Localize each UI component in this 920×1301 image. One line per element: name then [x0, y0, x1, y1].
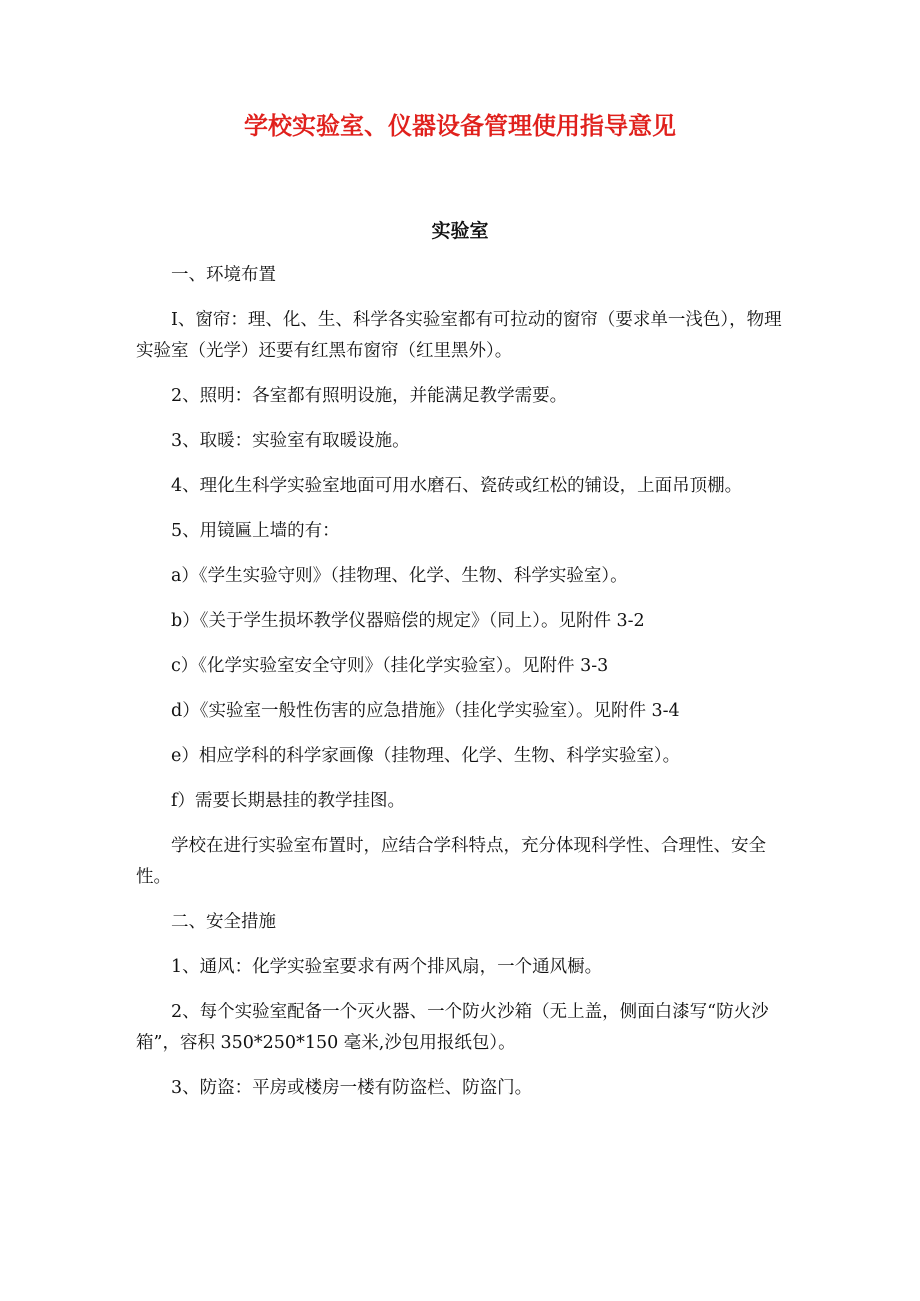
list-item-a: a）《学生实验守则》（挂物理、化学、生物、科学实验室）。	[171, 566, 628, 586]
list-item-b: b）《关于学生损坏教学仪器赔偿的规定》（同上）。见附件 3-2	[171, 611, 645, 631]
section-heading: 实验室	[431, 220, 489, 242]
paragraph-heating: 3、取暖：实验室有取暖设施。	[171, 431, 410, 451]
paragraph-lighting: 2、照明：各室都有照明设施，并能满足教学需要。	[171, 386, 568, 406]
paragraph-env-heading: 一、环境布置	[171, 265, 276, 285]
paragraph-anti-theft: 3、防盗：平房或楼房一楼有防盗栏、防盗门。	[171, 1078, 533, 1098]
document-body	[136, 260, 786, 1104]
paragraph-fire-equipment: 2、每个实验室配备一个灭火器、一个防火沙箱（无上盖，侧面白漆写“防火沙箱”，容积 350*250*150 毫米,沙包用报纸包）。	[136, 1002, 769, 1053]
document-title: 学校实验室、仪器设备管理使用指导意见	[244, 112, 676, 140]
list-item-c: c）《化学实验室安全守则》（挂化学实验室）。见附件 3-3	[171, 656, 609, 676]
list-item-d: d）《实验室一般性伤害的应急措施》（挂化学实验室）。见附件 3-4	[171, 701, 680, 721]
paragraph-ventilation: 1、通风：化学实验室要求有两个排风扇，一个通风橱。	[171, 957, 603, 977]
paragraph-curtain: I、窗帘：理、化、生、科学各实验室都有可拉动的窗帘（要求单一浅色），物理实验室（光学）还要有红黑布窗帘（红里黑外）。	[136, 310, 782, 361]
paragraph-layout-principle: 学校在进行实验室布置时，应结合学科特点，充分体现科学性、合理性、安全性。	[136, 836, 766, 887]
list-item-e: e）相应学科的科学家画像（挂物理、化学、生物、科学实验室）。	[171, 746, 681, 766]
paragraph-wall-frames: 5、用镜匾上墙的有：	[171, 521, 340, 541]
paragraph-floor: 4、理化生科学实验室地面可用水磨石、瓷砖或红松的铺设，上面吊顶棚。	[171, 476, 743, 496]
paragraph-safety-heading: 二、安全措施	[171, 912, 276, 932]
list-item-f: f）需要长期悬挂的教学挂图。	[171, 791, 405, 811]
